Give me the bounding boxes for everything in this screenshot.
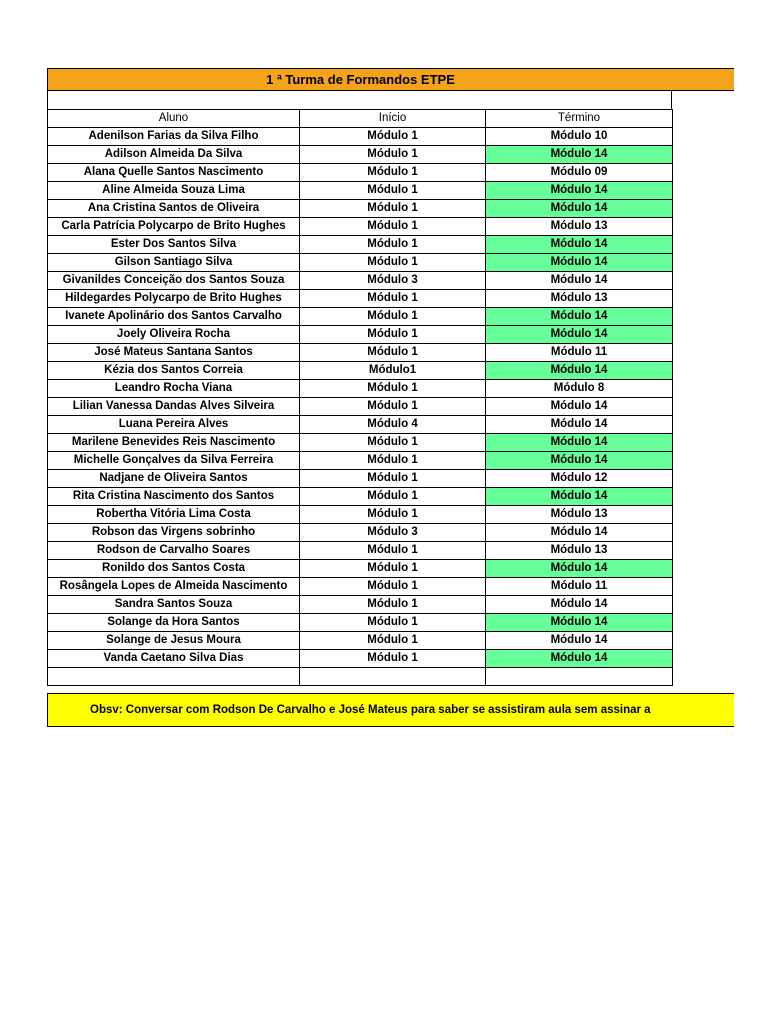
empty-cell — [48, 668, 300, 686]
table-row — [48, 344, 673, 362]
table-row — [48, 200, 673, 218]
termino-cell: Módulo 14 — [486, 326, 673, 344]
student-name-cell: Sandra Santos Souza — [48, 596, 300, 614]
inicio-cell: Módulo 1 — [300, 380, 486, 398]
termino-cell: Módulo 14 — [486, 632, 673, 650]
table-row — [48, 236, 673, 254]
termino-cell: Módulo 10 — [486, 128, 673, 146]
table-row — [48, 506, 673, 524]
table-row — [48, 542, 673, 560]
student-name-cell: Ivanete Apolinário dos Santos Carvalho — [48, 308, 300, 326]
table-row — [48, 434, 673, 452]
table-row — [48, 398, 673, 416]
student-name-cell: Ronildo dos Santos Costa — [48, 560, 300, 578]
student-name-cell: Vanda Caetano Silva Dias — [48, 650, 300, 668]
inicio-cell: Módulo 1 — [300, 506, 486, 524]
inicio-cell: Módulo 1 — [300, 398, 486, 416]
inicio-cell: Módulo 4 — [300, 416, 486, 434]
termino-cell: Módulo 13 — [486, 218, 673, 236]
table-row — [48, 596, 673, 614]
inicio-cell: Módulo 1 — [300, 614, 486, 632]
students-table — [47, 109, 673, 686]
inicio-cell: Módulo 1 — [300, 326, 486, 344]
termino-cell: Módulo 14 — [486, 362, 673, 380]
table-row — [48, 272, 673, 290]
table-row — [48, 470, 673, 488]
student-name-cell: Solange de Jesus Moura — [48, 632, 300, 650]
table-row — [48, 650, 673, 668]
student-name-cell: Rodson de Carvalho Soares — [48, 542, 300, 560]
inicio-cell: Módulo 1 — [300, 650, 486, 668]
student-name-cell: Luana Pereira Alves — [48, 416, 300, 434]
student-name-cell: Solange da Hora Santos — [48, 614, 300, 632]
student-name-cell: Leandro Rocha Viana — [48, 380, 300, 398]
termino-cell: Módulo 14 — [486, 614, 673, 632]
inicio-cell: Módulo 3 — [300, 272, 486, 290]
termino-cell: Módulo 11 — [486, 344, 673, 362]
student-name-cell: José Mateus Santana Santos — [48, 344, 300, 362]
termino-cell: Módulo 14 — [486, 398, 673, 416]
student-name-cell: Ana Cristina Santos de Oliveira — [48, 200, 300, 218]
inicio-cell: Módulo 1 — [300, 146, 486, 164]
inicio-cell: Módulo 1 — [300, 290, 486, 308]
student-name-cell: Kézia dos Santos Correia — [48, 362, 300, 380]
header-inicio: Início — [300, 110, 486, 128]
student-name-cell: Joely Oliveira Rocha — [48, 326, 300, 344]
termino-cell: Módulo 12 — [486, 470, 673, 488]
sheet-title: 1 ª Turma de Formandos ETPE — [266, 72, 455, 87]
title-bar — [47, 68, 734, 91]
student-name-cell: Lilian Vanessa Dandas Alves Silveira — [48, 398, 300, 416]
student-name-cell: Rita Cristina Nascimento dos Santos — [48, 488, 300, 506]
termino-cell: Módulo 14 — [486, 488, 673, 506]
termino-cell: Módulo 13 — [486, 506, 673, 524]
termino-cell: Módulo 14 — [486, 434, 673, 452]
student-name-cell: Marilene Benevides Reis Nascimento — [48, 434, 300, 452]
inicio-cell: Módulo 1 — [300, 434, 486, 452]
inicio-cell: Módulo 1 — [300, 632, 486, 650]
inicio-cell: Módulo 3 — [300, 524, 486, 542]
inicio-cell: Módulo 1 — [300, 488, 486, 506]
table-row — [48, 578, 673, 596]
table-row — [48, 290, 673, 308]
inicio-cell: Módulo 1 — [300, 254, 486, 272]
termino-cell: Módulo 14 — [486, 596, 673, 614]
termino-cell: Módulo 11 — [486, 578, 673, 596]
empty-cell — [300, 668, 486, 686]
student-name-cell: Hildegardes Polycarpo de Brito Hughes — [48, 290, 300, 308]
termino-cell: Módulo 14 — [486, 146, 673, 164]
inicio-cell: Módulo 1 — [300, 470, 486, 488]
header-row — [48, 110, 673, 128]
student-name-cell: Rosângela Lopes de Almeida Nascimento — [48, 578, 300, 596]
student-name-cell: Gilson Santiago Silva — [48, 254, 300, 272]
header-termino: Término — [486, 110, 673, 128]
empty-row — [48, 668, 673, 686]
inicio-cell: Módulo 1 — [300, 200, 486, 218]
termino-cell: Módulo 14 — [486, 272, 673, 290]
table-row — [48, 146, 673, 164]
table-body — [48, 128, 673, 668]
termino-cell: Módulo 13 — [486, 542, 673, 560]
inicio-cell: Módulo 1 — [300, 308, 486, 326]
table-row — [48, 254, 673, 272]
student-name-cell: Givanildes Conceição dos Santos Souza — [48, 272, 300, 290]
termino-cell: Módulo 14 — [486, 236, 673, 254]
inicio-cell: Módulo 1 — [300, 182, 486, 200]
inicio-cell: Módulo 1 — [300, 236, 486, 254]
inicio-cell: Módulo 1 — [300, 560, 486, 578]
termino-cell: Módulo 14 — [486, 452, 673, 470]
student-name-cell: Aline Almeida Souza Lima — [48, 182, 300, 200]
empty-cell — [486, 668, 673, 686]
student-name-cell: Robertha Vitória Lima Costa — [48, 506, 300, 524]
table-row — [48, 560, 673, 578]
student-name-cell: Adenilson Farias da Silva Filho — [48, 128, 300, 146]
student-name-cell: Robson das Virgens sobrinho — [48, 524, 300, 542]
table-row — [48, 362, 673, 380]
table-row — [48, 452, 673, 470]
termino-cell: Módulo 14 — [486, 524, 673, 542]
student-name-cell: Carla Patrícia Polycarpo de Brito Hughes — [48, 218, 300, 236]
termino-cell: Módulo 14 — [486, 560, 673, 578]
table-row — [48, 164, 673, 182]
inicio-cell: Módulo 1 — [300, 542, 486, 560]
table-row — [48, 128, 673, 146]
termino-cell: Módulo 14 — [486, 416, 673, 434]
inicio-cell: Módulo 1 — [300, 578, 486, 596]
table-row — [48, 416, 673, 434]
inicio-cell: Módulo 1 — [300, 218, 486, 236]
table-row — [48, 218, 673, 236]
inicio-cell: Módulo 1 — [300, 344, 486, 362]
termino-cell: Módulo 14 — [486, 254, 673, 272]
table-row — [48, 380, 673, 398]
note-bar — [47, 693, 734, 727]
table-row — [48, 524, 673, 542]
header-aluno: Aluno — [48, 110, 300, 128]
table-row — [48, 308, 673, 326]
termino-cell: Módulo 14 — [486, 308, 673, 326]
inicio-cell: Módulo 1 — [300, 596, 486, 614]
termino-cell: Módulo 09 — [486, 164, 673, 182]
table-row — [48, 632, 673, 650]
inicio-cell: Módulo 1 — [300, 128, 486, 146]
student-name-cell: Michelle Gonçalves da Silva Ferreira — [48, 452, 300, 470]
student-name-cell: Ester Dos Santos Silva — [48, 236, 300, 254]
termino-cell: Módulo 14 — [486, 650, 673, 668]
note-text: Obsv: Conversar com Rodson De Carvalho e José Mateus para saber se assistiram aula sem assinar a — [90, 704, 651, 716]
table-row — [48, 182, 673, 200]
termino-cell: Módulo 14 — [486, 182, 673, 200]
termino-cell: Módulo 14 — [486, 200, 673, 218]
table-row — [48, 488, 673, 506]
student-name-cell: Alana Quelle Santos Nascimento — [48, 164, 300, 182]
inicio-cell: Módulo1 — [300, 362, 486, 380]
table-row — [48, 326, 673, 344]
student-name-cell: Nadjane de Oliveira Santos — [48, 470, 300, 488]
termino-cell: Módulo 8 — [486, 380, 673, 398]
blank-row — [47, 91, 672, 109]
termino-cell: Módulo 13 — [486, 290, 673, 308]
student-name-cell: Adilson Almeida Da Silva — [48, 146, 300, 164]
table-row — [48, 614, 673, 632]
inicio-cell: Módulo 1 — [300, 452, 486, 470]
inicio-cell: Módulo 1 — [300, 164, 486, 182]
